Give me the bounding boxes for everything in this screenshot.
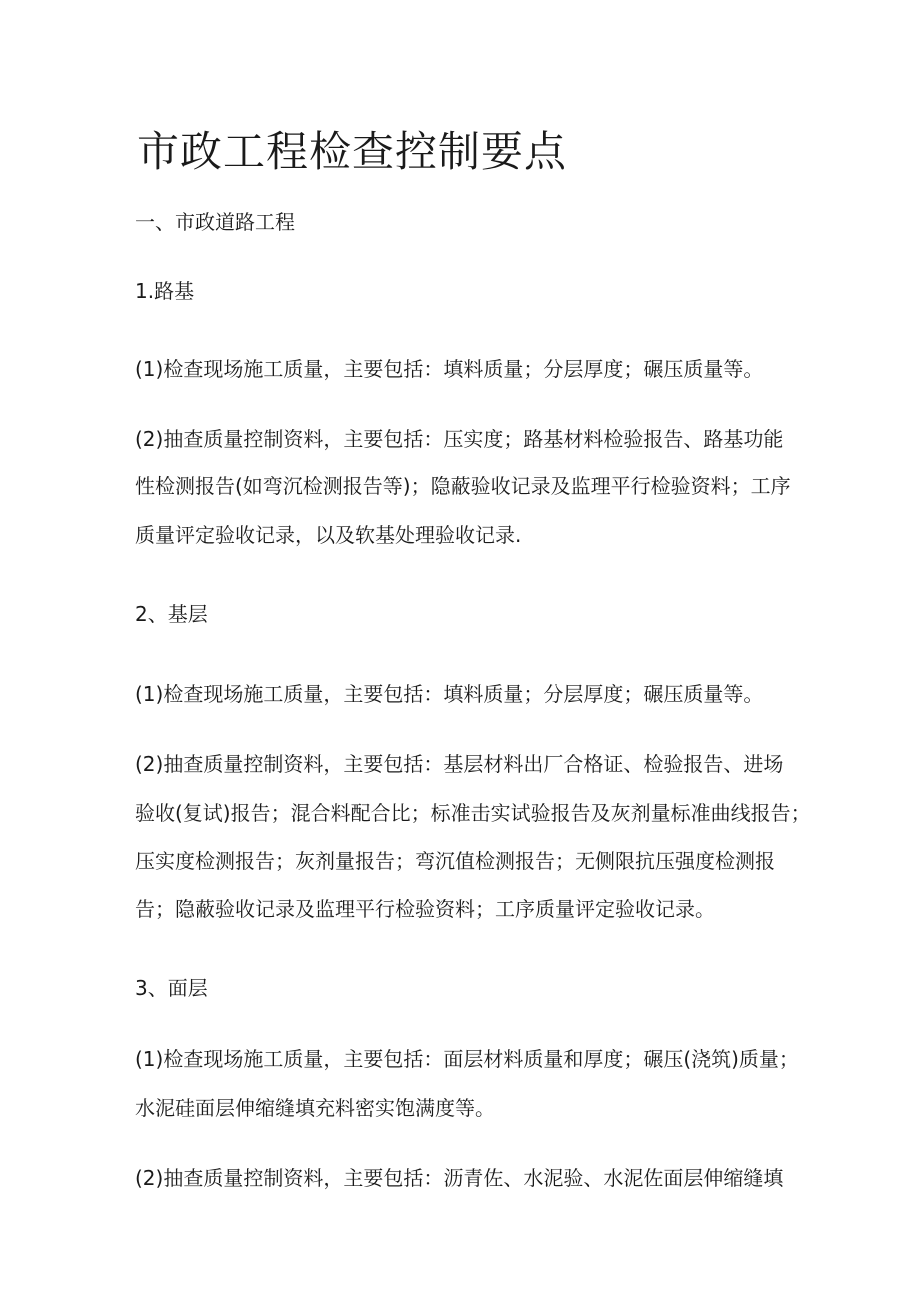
- surface-course-item-2-line-1: (2)抽查质量控制资料，主要包括：沥青佐、水泥验、水泥佐面层伸缩缝填: [135, 1166, 784, 1190]
- base-course-item-2-line-3: 压实度检测报告；灰剂量报告；弯沉值检测报告；无侧限抗压强度检测报: [135, 849, 775, 873]
- base-course-item-1: (1)检查现场施工质量，主要包括：填料质量；分层厚度；碾压质量等。: [135, 682, 764, 706]
- roadbed-item-1: (1)检查现场施工质量，主要包括：填料质量；分层厚度；碾压质量等。: [135, 357, 764, 381]
- roadbed-item-2-line-1: (2)抽查质量控制资料，主要包括：压实度；路基材料检验报告、路基功能: [135, 427, 784, 451]
- subsection-heading-roadbed: 1.路基: [135, 279, 195, 303]
- base-course-item-2-line-4: 告；隐蔽验收记录及监理平行检验资料；工序质量评定验收记录。: [135, 897, 715, 921]
- surface-course-item-1-line-2: 水泥硅面层伸缩缝填充料密实饱满度等。: [135, 1096, 495, 1120]
- subsection-heading-base-course: 2、基层: [135, 602, 208, 626]
- section-heading: 一、市政道路工程: [135, 210, 295, 234]
- surface-course-item-1-line-1: (1)检查现场施工质量，主要包括：面层材料质量和厚度；碾压(浇筑)质量；: [135, 1047, 799, 1071]
- document-title: 市政工程检查控制要点: [137, 127, 568, 176]
- roadbed-item-2-line-3: 质量评定验收记录，以及软基处理验收记录.: [135, 523, 522, 547]
- base-course-item-2-line-1: (2)抽查质量控制资料，主要包括：基层材料出厂合格证、检验报告、进场: [135, 752, 784, 776]
- base-course-item-2-line-2: 验收(复试)报告；混合料配合比；标准击实试验报告及灰剂量标准曲线报告；: [135, 801, 811, 825]
- subsection-heading-surface-course: 3、面层: [135, 976, 208, 1000]
- roadbed-item-2-line-2: 性检测报告(如弯沉检测报告等)；隐蔽验收记录及监理平行检验资料；工序: [135, 474, 791, 498]
